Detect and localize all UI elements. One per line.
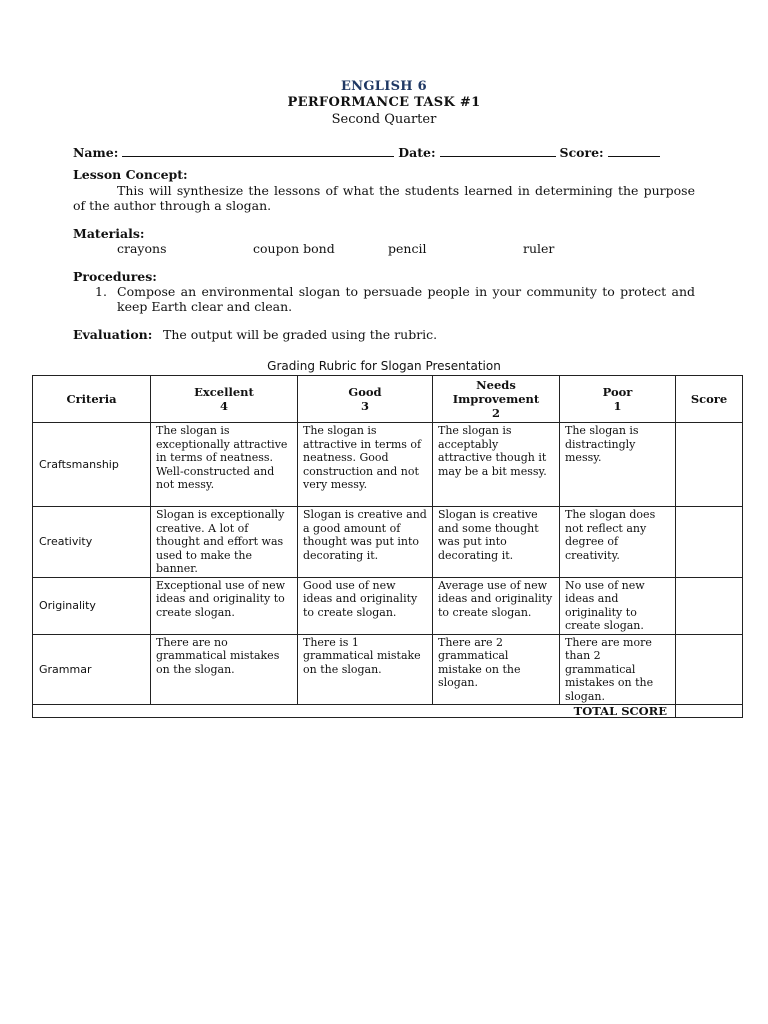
criteria-cell: Craftsmanship (33, 423, 151, 507)
table-row (33, 634, 743, 705)
subject-title: ENGLISH 6 (340, 79, 428, 94)
poor-header: Poor 1 (560, 376, 676, 423)
poor-cell: There are more than 2 grammatical mistakes on the slogan. (560, 634, 676, 705)
date-label: Date: (398, 145, 436, 160)
material-item: crayons (117, 241, 167, 256)
lesson-concept-text: This will synthesize the lessons of what the students learned in determining the purpose of the author through a slogan. (73, 183, 695, 213)
evaluation-label: Evaluation: (73, 327, 153, 342)
material-item: coupon bond (253, 241, 335, 256)
evaluation-text: The output will be graded using the rubric. (163, 327, 438, 342)
procedure-text: Compose an environmental slogan to persuade people in your community to protect and keep Earth clear and clean. (117, 284, 695, 314)
score-cell[interactable] (676, 423, 743, 507)
excellent-cell: Exceptional use of new ideas and originality to create slogan. (151, 577, 298, 634)
score-cell[interactable] (676, 634, 743, 705)
excellent-cell: The slogan is exceptionally attractive in terms of neatness. Well-constructed and not messy. (151, 423, 298, 507)
rubric-caption: Grading Rubric for Slogan Presentation (267, 359, 501, 373)
procedures-label: Procedures: (73, 269, 157, 284)
score-header: Score (676, 376, 743, 423)
table-row (33, 507, 743, 578)
lesson-concept-label: Lesson Concept: (73, 167, 188, 182)
criteria-cell: Creativity (33, 507, 151, 578)
needs-improvement-cell: Average use of new ideas and originality to create slogan. (433, 577, 560, 634)
good-cell: The slogan is attractive in terms of neatness. Good construction and not very messy. (298, 423, 433, 507)
rubric-header-row (33, 376, 743, 423)
score-cell[interactable] (676, 507, 743, 578)
table-row (33, 423, 743, 507)
excellent-cell: There are no grammatical mistakes on the slogan. (151, 634, 298, 705)
poor-cell: No use of new ideas and originality to create slogan. (560, 577, 676, 634)
excellent-cell: Slogan is exceptionally creative. A lot of thought and effort was used to make the banner. (151, 507, 298, 578)
good-cell: Slogan is creative and a good amount of thought was put into decorating it. (298, 507, 433, 578)
excellent-header: Excellent 4 (151, 376, 298, 423)
score-label: Score: (559, 145, 604, 160)
materials-label: Materials: (73, 226, 145, 241)
procedure-number: 1. (95, 284, 107, 299)
good-cell: There is 1 grammatical mistake on the slogan. (298, 634, 433, 705)
date-blank[interactable] (440, 145, 556, 157)
material-item: ruler (523, 241, 555, 256)
quarter-subtitle: Second Quarter (331, 112, 437, 127)
poor-cell: The slogan does not reflect any degree of creativity. (560, 507, 676, 578)
score-blank[interactable] (608, 145, 660, 157)
needs-improvement-header: Needs Improvement 2 (433, 376, 560, 423)
needs-improvement-cell: The slogan is acceptably attractive though it may be a bit messy. (433, 423, 560, 507)
material-item: pencil (388, 241, 427, 256)
student-info-line (73, 145, 660, 160)
total-score-row (33, 705, 743, 718)
rubric-table (32, 375, 743, 718)
total-score-label: TOTAL SCORE (33, 705, 676, 718)
table-row (33, 577, 743, 634)
name-label: Name: (73, 145, 119, 160)
good-cell: Good use of new ideas and originality to create slogan. (298, 577, 433, 634)
score-cell[interactable] (676, 577, 743, 634)
good-header: Good 3 (298, 376, 433, 423)
name-blank[interactable] (122, 145, 394, 157)
criteria-cell: Grammar (33, 634, 151, 705)
criteria-header: Criteria (33, 376, 151, 423)
poor-cell: The slogan is distractingly messy. (560, 423, 676, 507)
task-title: PERFORMANCE TASK #1 (287, 95, 481, 110)
criteria-cell: Originality (33, 577, 151, 634)
total-score-cell[interactable] (676, 705, 743, 718)
needs-improvement-cell: Slogan is creative and some thought was put into decorating it. (433, 507, 560, 578)
needs-improvement-cell: There are 2 grammatical mistake on the slogan. (433, 634, 560, 705)
